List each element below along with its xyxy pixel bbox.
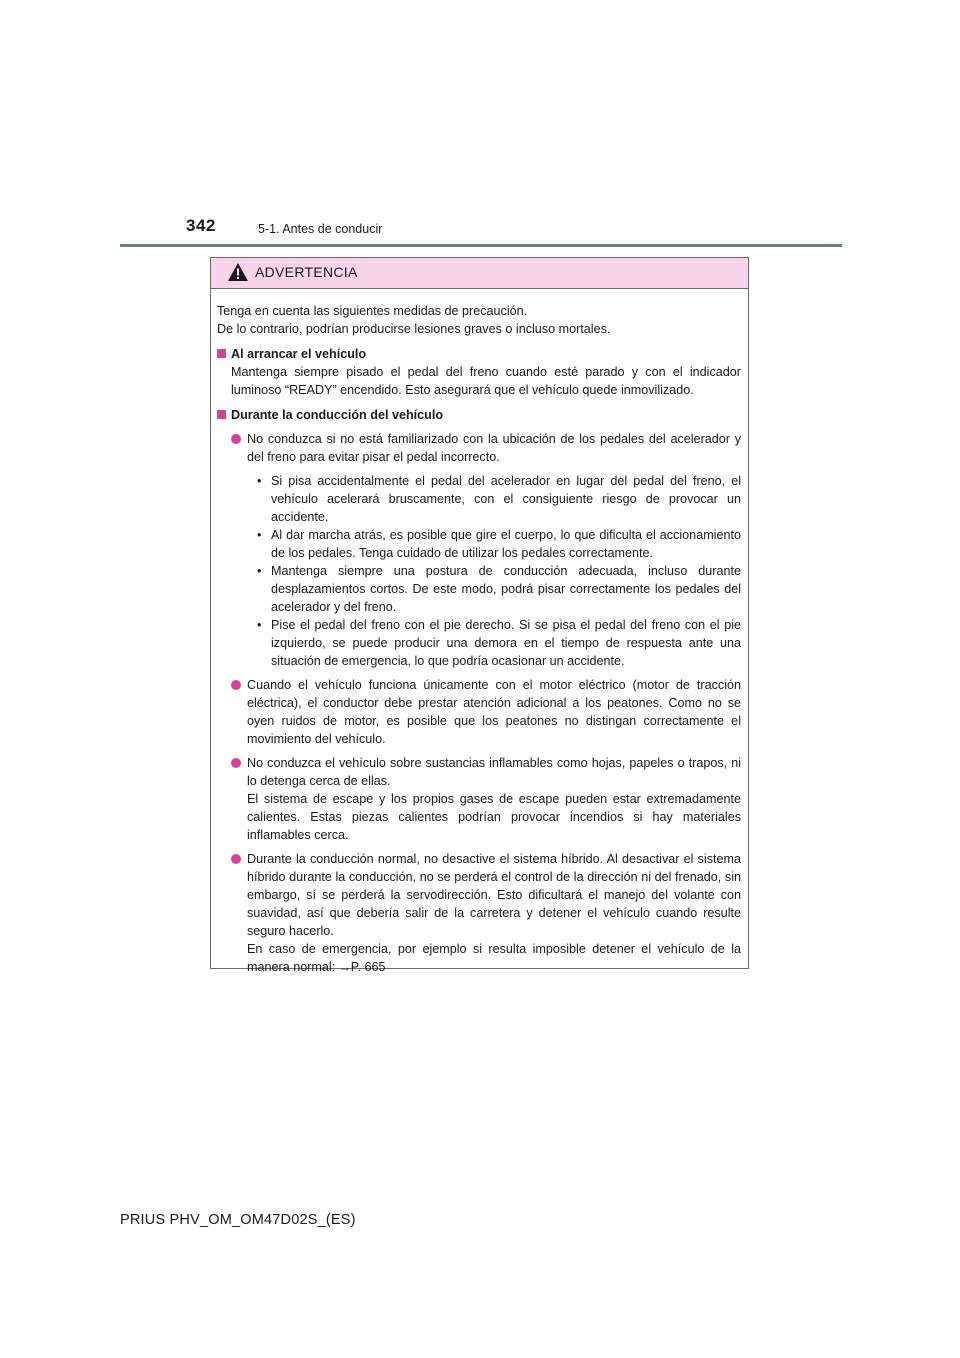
warning-box xyxy=(210,257,749,974)
section-title: 5-1. Antes de conducir xyxy=(258,222,383,236)
dot-bullet-icon: • xyxy=(257,528,262,542)
sub-bullet-item: • Pise el pedal del freno con el pie derecho. Si se pisa el pedal del freno con el pie izquierdo, se puede producir una demora en el tiempo de respuesta ante una situación de emergencia, lo que podría ocasionar un accidente. xyxy=(257,618,741,668)
intro-line: De lo contrario, podrían producirse lesiones graves o incluso mortales. xyxy=(217,322,611,336)
sub-bullet-item: • Al dar marcha atrás, es posible que gire el cuerpo, lo que dificulta el accionamiento de los pedales. Tenga cuidado de utilizar los pedales correctamente. xyxy=(257,528,741,560)
list-item-text: Cuando el vehículo funciona únicamente con el motor eléctrico (motor de tracción eléctrica), el conductor debe prestar atención adicional a los peatones. Como no se oyen ruidos de motor, es posible que los peatones no distingan correctamente el movimiento del vehículo. xyxy=(247,678,741,746)
section-heading xyxy=(217,406,741,424)
section-heading xyxy=(217,345,741,363)
list-item-text: El sistema de escape y los propios gases de escape pueden estar extremadamente calientes. Estas piezas calientes podrían provocar incendios si hay materiales inflamables cerca. xyxy=(247,792,741,842)
warning-intro xyxy=(217,302,741,338)
sub-bullet-item: • Mantenga siempre una postura de conducción adecuada, incluso durante desplazamientos cortos. De este modo, podrá pisar correctamente los pedales del acelerador y del freno. xyxy=(257,564,741,614)
page-reference-link[interactable]: P. 665 xyxy=(350,960,386,974)
section-heading-text: Al arrancar el vehículo xyxy=(231,347,367,361)
warning-triangle-icon xyxy=(227,262,249,282)
header-divider xyxy=(120,244,842,247)
list-item-text: No conduzca si no está familiarizado con la ubicación de los pedales del acelerador y del freno para evitar pisar el pedal incorrecto. xyxy=(247,432,741,464)
circle-bullet-icon xyxy=(231,434,241,444)
page-number: 342 xyxy=(186,216,216,235)
arrow-right-icon: → xyxy=(338,960,351,974)
document-code: PRIUS PHV_OM_OM47D02S_(ES) xyxy=(120,1212,356,1228)
warning-header xyxy=(211,258,748,289)
list-item-text: Durante la conducción normal, no desactive el sistema híbrido. Al desactivar el sistema híbrido durante la conducción, no se perderá el control de la dirección ni del frenado, sin embargo, sí se perderá la servodirección. Esto dificultará el manejo del volante con suavidad, así que debería salir de la carretera y detener el vehículo cuando resulte seguro hacerlo. xyxy=(247,852,741,938)
circle-bullet-icon xyxy=(231,680,241,690)
dot-bullet-icon: • xyxy=(257,564,262,578)
square-bullet-icon xyxy=(217,410,226,419)
sub-bullet-item: • Si pisa accidentalmente el pedal del acelerador en lugar del pedal del freno, el vehículo acelerará bruscamente, con el consiguiente riesgo de provocar un accidente. xyxy=(257,474,741,524)
dot-bullet-icon: • xyxy=(257,618,262,632)
circle-bullet-icon xyxy=(231,854,241,864)
list-item xyxy=(217,676,741,748)
list-item-text: En caso de emergencia, por ejemplo si resulta imposible detener el vehículo de la manera normal: →P. 665 xyxy=(247,942,741,974)
warning-body xyxy=(211,289,748,976)
list-item xyxy=(217,430,741,466)
circle-bullet-icon xyxy=(231,758,241,768)
section-text: Mantenga siempre pisado el pedal del freno cuando esté parado y con el indicador luminoso “READY” encendido. Esto asegurará que el vehículo quede inmovilizado. xyxy=(231,365,741,397)
intro-line: Tenga en cuenta las siguientes medidas de precaución. xyxy=(217,304,528,318)
dot-bullet-icon: • xyxy=(257,474,262,488)
list-item-text: No conduzca el vehículo sobre sustancias inflamables como hojas, papeles o trapos, ni lo detenga cerca de ellas. xyxy=(247,756,741,788)
list-item xyxy=(217,754,741,844)
section-heading-text: Durante la conducción del vehículo xyxy=(231,408,444,422)
list-item xyxy=(217,850,741,976)
sub-bullet-list xyxy=(257,472,741,670)
square-bullet-icon xyxy=(217,349,226,358)
warning-title: ADVERTENCIA xyxy=(255,264,358,280)
